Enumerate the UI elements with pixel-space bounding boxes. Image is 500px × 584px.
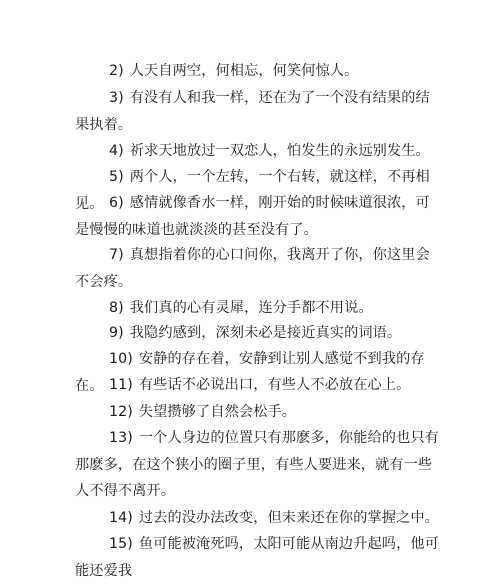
list-item	[75, 85, 440, 138]
item-number: 8)	[109, 300, 124, 316]
item-text: 感情就像香水一样，刚开始的时候味道很浓，可是慢慢的味道也就淡淡的甚至没有了。	[75, 195, 430, 238]
item-text: 祈求天地放过一双恋人，怕发生的永远别发生。	[129, 143, 430, 159]
list-item	[75, 242, 440, 295]
list-item	[75, 531, 440, 584]
list-item	[75, 505, 440, 532]
item-number: 14)	[109, 510, 133, 526]
list-item	[75, 190, 440, 243]
item-text: 人天自两空，何相忘，何笑何惊人。	[129, 63, 359, 79]
item-number: 5)	[109, 169, 124, 185]
item-number: 13)	[109, 430, 133, 446]
item-text: 一个人身边的位置只有那麽多，你能给的也只有那麽多，在这个狭小的圈子里，有些人要进来，就有一些人不得不离开。	[75, 430, 439, 499]
list-item	[75, 372, 440, 399]
list-item	[75, 320, 440, 347]
item-text: 我隐约感到，深刻未必是接近真实的词语。	[129, 325, 402, 341]
list-item	[75, 425, 440, 505]
item-number: 9)	[109, 325, 124, 341]
item-text: 失望攒够了自然会松手。	[138, 404, 297, 420]
list-item	[75, 58, 440, 85]
item-number: 3)	[109, 90, 124, 106]
item-text: 我们真的心有灵犀，连分手都不用说。	[129, 300, 373, 316]
item-text: 有没有人和我一样，还在为了一个没有结果的结果执着。	[75, 90, 430, 133]
item-number: 15)	[109, 536, 133, 552]
item-text: 过去的没办法改变，但未来还在你的掌握之中。	[138, 510, 439, 526]
item-text: 鱼可能被淹死吗，太阳可能从南边升起吗，他可能还爱我	[75, 536, 439, 579]
item-text: 有些话不必说出口，有些人不必放在心上。	[138, 377, 411, 393]
list-item	[75, 399, 440, 426]
item-text: 安静的存在着，安静到让别人感觉不到我的存在。	[75, 351, 425, 394]
item-number: 12)	[109, 404, 133, 420]
item-number: 2)	[109, 63, 124, 79]
item-number: 11)	[109, 377, 133, 393]
list-item	[75, 295, 440, 322]
item-text: 真想指着你的心口问你，我离开了你，你这里会不会疼。	[75, 247, 430, 290]
item-number: 10)	[109, 351, 133, 367]
item-number: 4)	[109, 143, 124, 159]
item-number: 7)	[109, 247, 124, 263]
list-item	[75, 138, 440, 165]
item-text: 两个人，一个左转，一个右转，就这样，不再相见。	[75, 169, 430, 212]
item-number: 6)	[109, 195, 124, 211]
